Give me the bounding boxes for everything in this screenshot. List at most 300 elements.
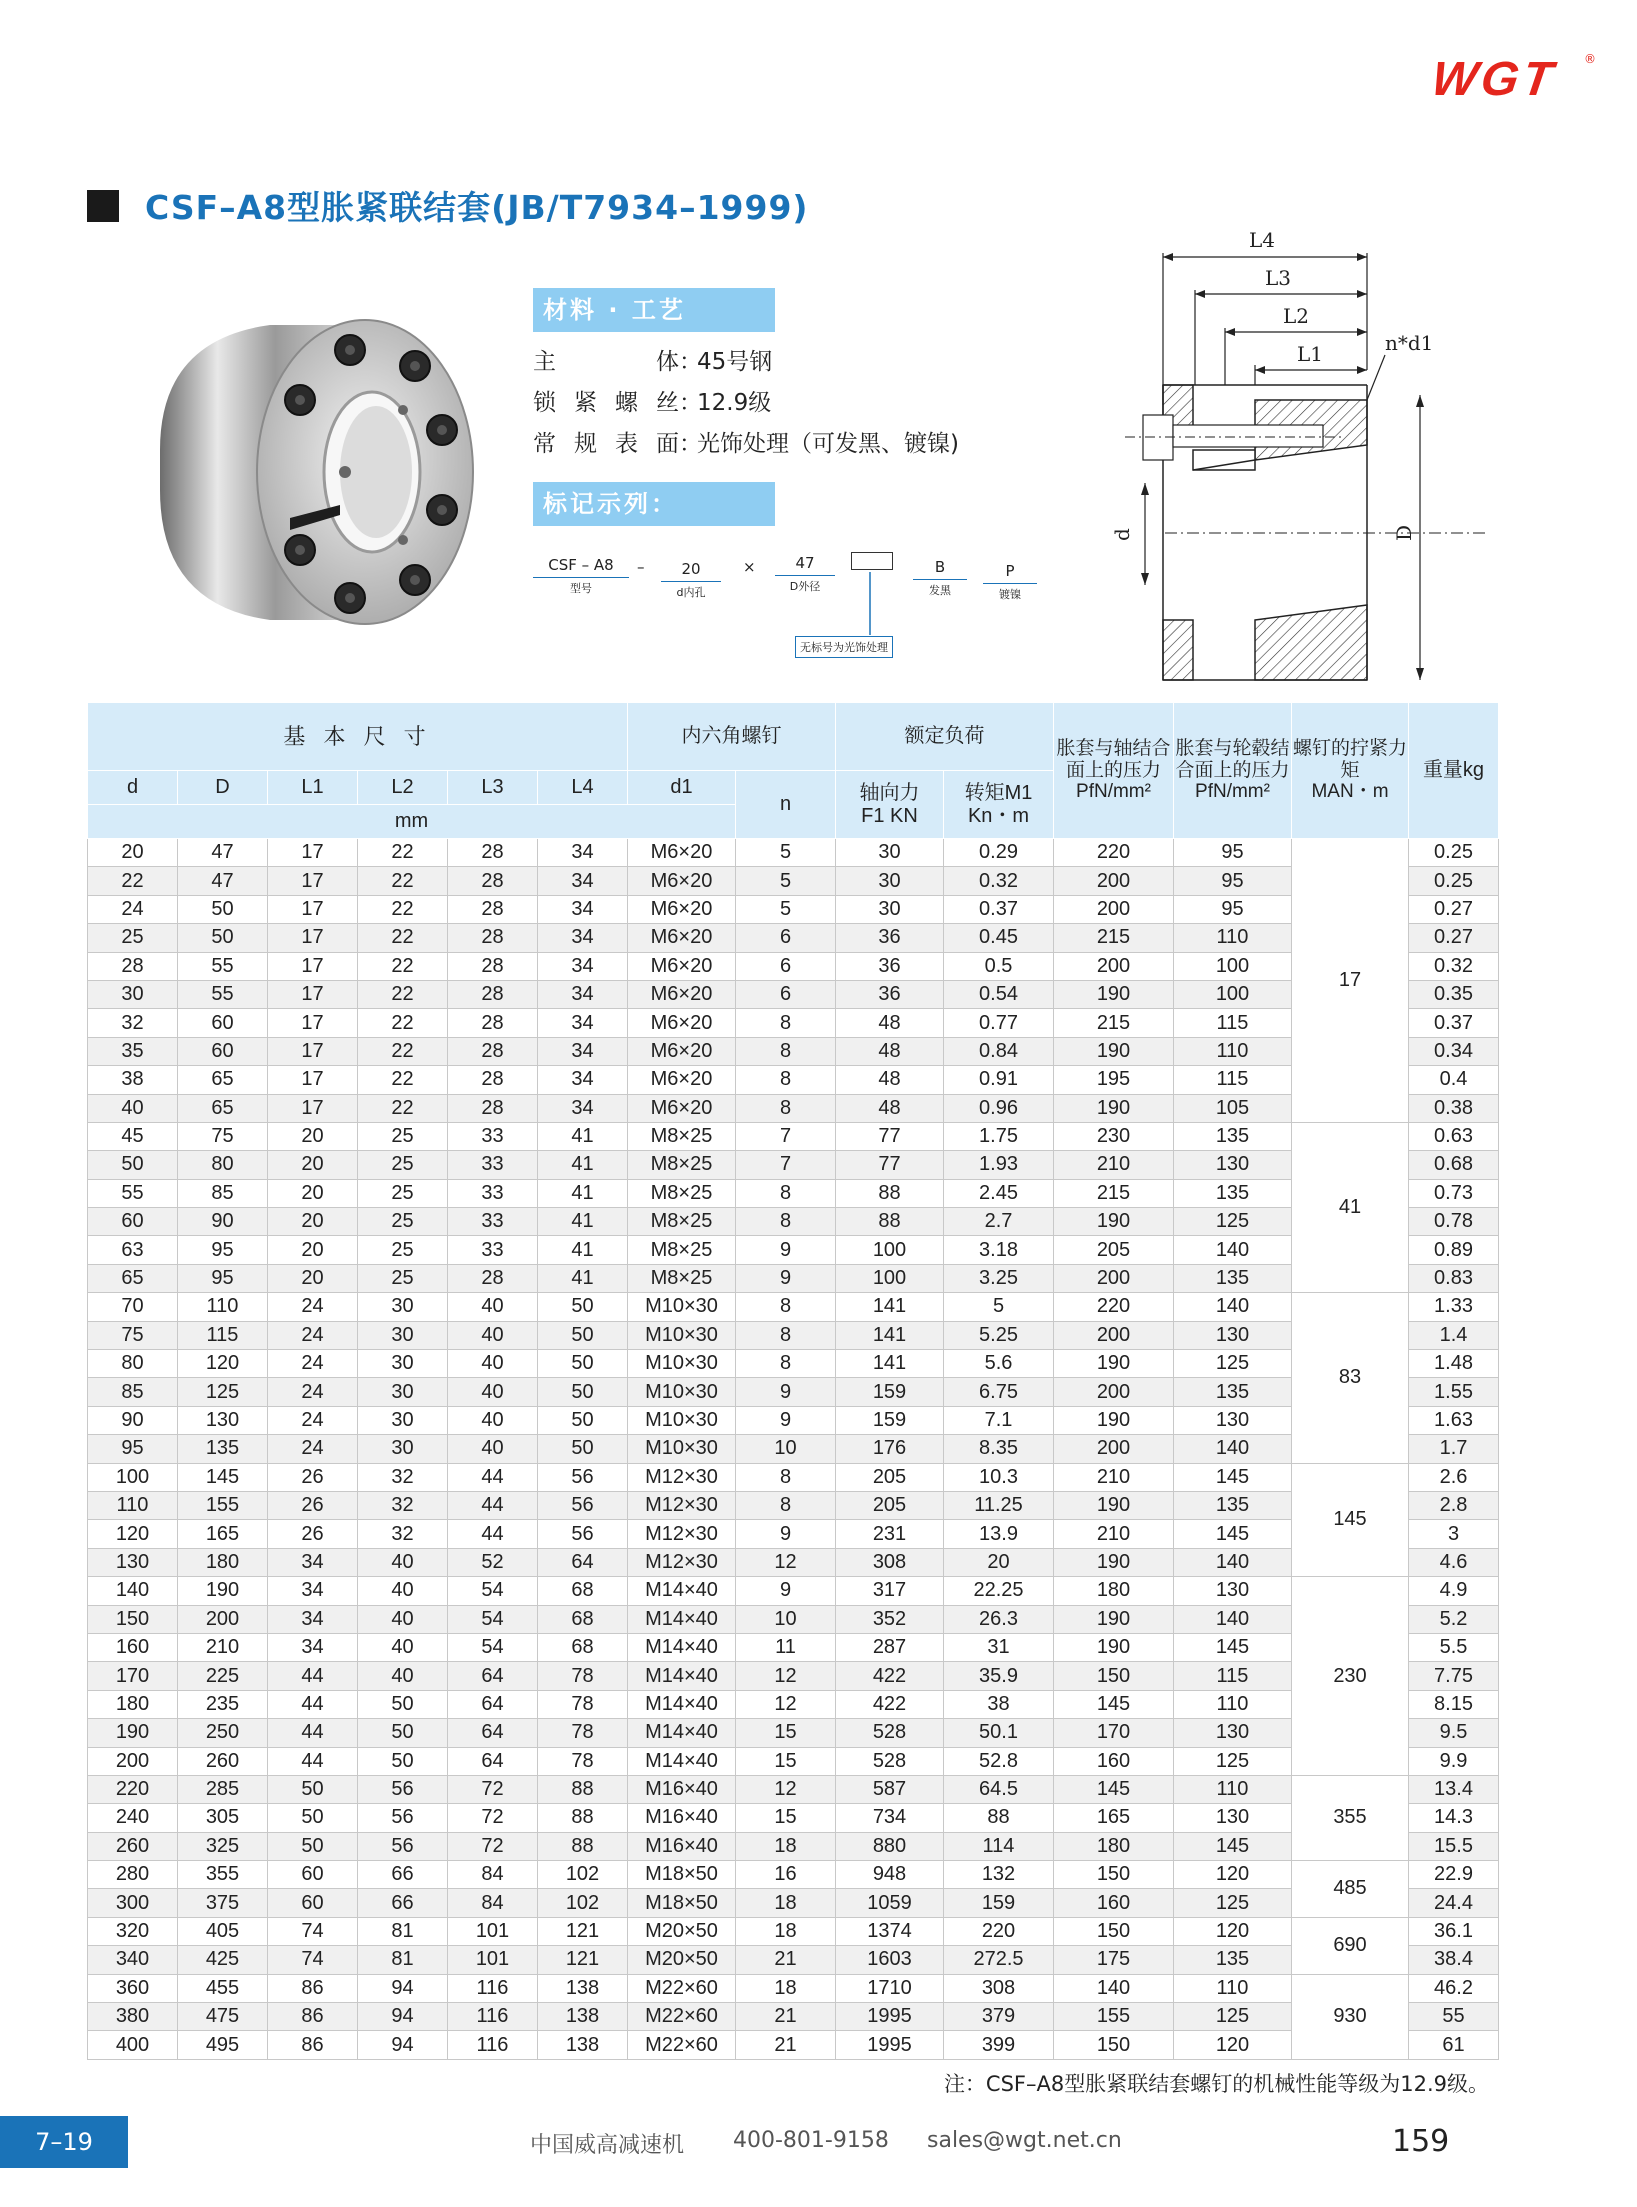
designation-example <box>533 550 1053 660</box>
table-row <box>88 1435 1499 1463</box>
table-cell: 115 <box>1174 1662 1292 1690</box>
table-cell: 115 <box>1174 1066 1292 1094</box>
table-cell: 24 <box>268 1293 358 1321</box>
table-row <box>88 980 1499 1008</box>
torque-value-cell: 355 <box>1292 1775 1409 1860</box>
table-cell: 190 <box>88 1719 178 1747</box>
table-cell: 125 <box>1174 1747 1292 1775</box>
table-cell: 56 <box>358 1832 448 1860</box>
table-cell: 20 <box>268 1122 358 1150</box>
table-cell: 7 <box>736 1151 836 1179</box>
table-cell: M8×25 <box>628 1264 736 1292</box>
table-cell: 65 <box>178 1066 268 1094</box>
table-cell: 32 <box>358 1491 448 1519</box>
table-cell: 41 <box>538 1264 628 1292</box>
table-cell: 180 <box>178 1548 268 1576</box>
table-cell: 25 <box>358 1208 448 1236</box>
table-cell: 22 <box>358 895 448 923</box>
table-cell: 8 <box>736 1321 836 1349</box>
table-cell: 74 <box>268 1917 358 1945</box>
table-cell: 90 <box>88 1406 178 1434</box>
table-cell: 15.5 <box>1409 1832 1499 1860</box>
table-cell: M10×30 <box>628 1293 736 1321</box>
table-cell: 56 <box>538 1491 628 1519</box>
torque-value-cell: 230 <box>1292 1577 1409 1776</box>
table-cell: M16×40 <box>628 1775 736 1803</box>
table-cell: 1995 <box>836 2031 944 2059</box>
table-cell: 17 <box>268 895 358 923</box>
table-row <box>88 1775 1499 1803</box>
table-cell: 30 <box>358 1406 448 1434</box>
table-cell: 135 <box>1174 1491 1292 1519</box>
table-cell: 2.8 <box>1409 1491 1499 1519</box>
table-cell: M6×20 <box>628 1009 736 1037</box>
material-label: 锁紧螺丝 <box>533 390 679 416</box>
table-cell: 125 <box>1174 2003 1292 2031</box>
table-cell: 400 <box>88 2031 178 2059</box>
table-row <box>88 1094 1499 1122</box>
table-cell: M20×50 <box>628 1946 736 1974</box>
table-cell: 50 <box>178 924 268 952</box>
table-cell: 78 <box>538 1662 628 1690</box>
technical-drawing <box>1105 225 1505 695</box>
table-cell: 22 <box>358 980 448 1008</box>
table-cell: 22 <box>358 1009 448 1037</box>
table-cell: 40 <box>88 1094 178 1122</box>
table-cell: 5.6 <box>944 1350 1054 1378</box>
title-square-icon <box>87 190 119 222</box>
table-cell: 180 <box>88 1690 178 1718</box>
table-cell: M14×40 <box>628 1747 736 1775</box>
table-cell: 1.75 <box>944 1122 1054 1150</box>
table-cell: 72 <box>448 1804 538 1832</box>
table-cell: M6×20 <box>628 839 736 867</box>
table-cell: 95 <box>1174 839 1292 867</box>
table-cell: 360 <box>88 1974 178 2002</box>
table-cell: 17 <box>268 1094 358 1122</box>
table-cell: M6×20 <box>628 924 736 952</box>
table-cell: 31 <box>944 1633 1054 1661</box>
table-cell: 1.33 <box>1409 1293 1499 1321</box>
designation-note: 无标号为光饰处理 <box>795 636 893 658</box>
table-cell: 225 <box>178 1662 268 1690</box>
table-cell: 160 <box>1054 1889 1174 1917</box>
table-cell: 95 <box>88 1435 178 1463</box>
table-cell: 60 <box>178 1037 268 1065</box>
table-cell: M14×40 <box>628 1633 736 1661</box>
table-cell: 7 <box>736 1122 836 1150</box>
table-cell: 41 <box>538 1122 628 1150</box>
table-cell: 1.93 <box>944 1151 1054 1179</box>
table-cell: 94 <box>358 2003 448 2031</box>
table-cell: 56 <box>538 1463 628 1491</box>
table-cell: 1603 <box>836 1946 944 1974</box>
table-row <box>88 1861 1499 1889</box>
table-cell: 34 <box>538 1094 628 1122</box>
material-row: 常规表面 ： 光饰处理（可发黑、镀镍) <box>533 424 993 465</box>
table-cell: 55 <box>1409 2003 1499 2031</box>
table-cell: 60 <box>178 1009 268 1037</box>
table-cell: 10 <box>736 1435 836 1463</box>
table-cell: 352 <box>836 1605 944 1633</box>
table-cell: 110 <box>88 1491 178 1519</box>
table-cell: 125 <box>1174 1350 1292 1378</box>
table-row <box>88 1208 1499 1236</box>
table-cell: 3.18 <box>944 1236 1054 1264</box>
material-label: 常规表面 <box>533 431 679 457</box>
table-cell: 1710 <box>836 1974 944 2002</box>
table-cell: 165 <box>178 1520 268 1548</box>
table-cell: 68 <box>538 1577 628 1605</box>
table-cell: 220 <box>88 1775 178 1803</box>
table-cell: 159 <box>944 1889 1054 1917</box>
table-cell: 25 <box>88 924 178 952</box>
table-cell: 115 <box>1174 1009 1292 1037</box>
table-cell: 0.4 <box>1409 1066 1499 1094</box>
table-cell: 3 <box>1409 1520 1499 1548</box>
table-cell: 74 <box>268 1946 358 1974</box>
table-cell: 40 <box>448 1321 538 1349</box>
table-cell: 125 <box>1174 1208 1292 1236</box>
table-cell: 86 <box>268 2003 358 2031</box>
table-cell: 26 <box>268 1463 358 1491</box>
table-cell: 130 <box>1174 1577 1292 1605</box>
table-cell: 17 <box>268 952 358 980</box>
header-basic-dimensions: 基 本 尺 寸 <box>88 703 628 771</box>
table-cell: 78 <box>538 1690 628 1718</box>
table-cell: 17 <box>268 867 358 895</box>
table-cell: 22 <box>358 867 448 895</box>
table-cell: M10×30 <box>628 1406 736 1434</box>
table-cell: 30 <box>836 867 944 895</box>
col-D: D <box>178 771 268 805</box>
table-cell: 0.37 <box>1409 1009 1499 1037</box>
table-cell: 210 <box>1054 1151 1174 1179</box>
table-cell: 6 <box>736 980 836 1008</box>
table-row <box>88 924 1499 952</box>
table-cell: 102 <box>538 1861 628 1889</box>
table-cell: 125 <box>1174 1889 1292 1917</box>
table-cell: 2.7 <box>944 1208 1054 1236</box>
table-cell: 40 <box>448 1406 538 1434</box>
table-cell: 28 <box>448 952 538 980</box>
col-torque: 转矩M1 Kn・m <box>944 771 1054 839</box>
table-cell: 15 <box>736 1804 836 1832</box>
table-cell: 64 <box>448 1662 538 1690</box>
dim-nd1: n*d1 <box>1385 331 1434 355</box>
table-cell: 12 <box>736 1775 836 1803</box>
table-cell: 0.78 <box>1409 1208 1499 1236</box>
table-cell: 140 <box>1174 1435 1292 1463</box>
table-cell: 41 <box>538 1151 628 1179</box>
table-cell: M6×20 <box>628 1037 736 1065</box>
table-cell: 60 <box>88 1208 178 1236</box>
table-cell: 12 <box>736 1548 836 1576</box>
table-cell: 38.4 <box>1409 1946 1499 1974</box>
table-row <box>88 1236 1499 1264</box>
table-cell: 120 <box>1174 1861 1292 1889</box>
dim-d: d <box>1110 528 1134 541</box>
table-cell: 6.75 <box>944 1378 1054 1406</box>
table-cell: 35 <box>88 1037 178 1065</box>
table-cell: 54 <box>448 1605 538 1633</box>
table-cell: 260 <box>178 1747 268 1775</box>
table-cell: 190 <box>1054 980 1174 1008</box>
table-cell: 64 <box>448 1747 538 1775</box>
table-cell: 121 <box>538 1946 628 1974</box>
materials-list <box>533 342 993 465</box>
table-cell: 17 <box>268 1037 358 1065</box>
registered-mark: ® <box>1584 52 1596 66</box>
table-cell: M8×25 <box>628 1122 736 1150</box>
table-cell: 8.35 <box>944 1435 1054 1463</box>
table-cell: 8 <box>736 1293 836 1321</box>
table-row <box>88 1293 1499 1321</box>
table-cell: 0.38 <box>1409 1094 1499 1122</box>
table-cell: 100 <box>1174 952 1292 980</box>
table-cell: M16×40 <box>628 1804 736 1832</box>
page-section-tab: 7–19 <box>0 2116 128 2168</box>
table-cell: 159 <box>836 1406 944 1434</box>
table-cell: 130 <box>1174 1719 1292 1747</box>
table-cell: 0.34 <box>1409 1037 1499 1065</box>
table-cell: 47 <box>178 867 268 895</box>
table-cell: 135 <box>1174 1122 1292 1150</box>
table-cell: 13.9 <box>944 1520 1054 1548</box>
table-cell: 110 <box>1174 1037 1292 1065</box>
table-cell: 140 <box>1174 1236 1292 1264</box>
table-cell: 30 <box>358 1321 448 1349</box>
table-cell: 65 <box>88 1264 178 1292</box>
material-label: 主体 <box>533 349 679 375</box>
table-cell: 200 <box>1054 1378 1174 1406</box>
table-cell: 101 <box>448 1946 538 1974</box>
table-cell: 80 <box>88 1350 178 1378</box>
table-cell: 138 <box>538 1974 628 2002</box>
table-cell: 40 <box>448 1435 538 1463</box>
table-cell: 170 <box>88 1662 178 1690</box>
table-row <box>88 1974 1499 2002</box>
table-cell: 85 <box>178 1179 268 1207</box>
table-cell: 8 <box>736 1066 836 1094</box>
torque-value-cell: 83 <box>1292 1293 1409 1463</box>
table-cell: 88 <box>538 1775 628 1803</box>
table-cell: 78 <box>538 1719 628 1747</box>
dim-l3: L3 <box>1265 266 1292 290</box>
table-cell: 13.4 <box>1409 1775 1499 1803</box>
table-cell: 399 <box>944 2031 1054 2059</box>
table-cell: 5 <box>736 839 836 867</box>
table-cell: 9 <box>736 1577 836 1605</box>
table-cell: 24 <box>268 1378 358 1406</box>
table-cell: 34 <box>268 1633 358 1661</box>
table-cell: 220 <box>944 1917 1054 1945</box>
col-L2: L2 <box>358 771 448 805</box>
table-cell: 0.84 <box>944 1037 1054 1065</box>
table-cell: 5.5 <box>1409 1633 1499 1661</box>
example-header: 标记示列： <box>533 482 775 526</box>
table-cell: 230 <box>1054 1122 1174 1150</box>
table-cell: M6×20 <box>628 980 736 1008</box>
table-cell: 528 <box>836 1719 944 1747</box>
dim-D: D <box>1392 524 1416 541</box>
table-cell: 28 <box>448 980 538 1008</box>
table-cell: 176 <box>836 1435 944 1463</box>
table-cell: 5 <box>736 895 836 923</box>
designation-leader-lines <box>533 550 1053 660</box>
table-cell: 50 <box>538 1435 628 1463</box>
table-cell: 320 <box>88 1917 178 1945</box>
table-cell: 9 <box>736 1520 836 1548</box>
table-cell: 85 <box>88 1378 178 1406</box>
designation-times: × <box>743 558 756 576</box>
table-cell: 24.4 <box>1409 1889 1499 1917</box>
table-cell: 44 <box>268 1719 358 1747</box>
table-cell: 66 <box>358 1889 448 1917</box>
table-row <box>88 1747 1499 1775</box>
table-cell: 36 <box>836 980 944 1008</box>
table-cell: 55 <box>178 952 268 980</box>
table-cell: 32 <box>88 1009 178 1037</box>
table-cell: M14×40 <box>628 1605 736 1633</box>
table-cell: M16×40 <box>628 1832 736 1860</box>
table-row <box>88 1917 1499 1945</box>
table-cell: 285 <box>178 1775 268 1803</box>
table-row <box>88 1350 1499 1378</box>
table-cell: 68 <box>538 1605 628 1633</box>
page-number: 159 <box>1392 2124 1450 2159</box>
table-cell: M8×25 <box>628 1208 736 1236</box>
table-cell: 215 <box>1054 1009 1174 1037</box>
table-cell: M14×40 <box>628 1690 736 1718</box>
table-row <box>88 1548 1499 1576</box>
table-cell: 41 <box>538 1179 628 1207</box>
table-cell: 235 <box>178 1690 268 1718</box>
table-cell: 24 <box>268 1435 358 1463</box>
table-cell: 50 <box>538 1350 628 1378</box>
table-cell: 88 <box>538 1804 628 1832</box>
table-cell: M18×50 <box>628 1889 736 1917</box>
table-cell: 135 <box>1174 1264 1292 1292</box>
table-cell: 175 <box>1054 1946 1174 1974</box>
table-cell: 1374 <box>836 1917 944 1945</box>
table-cell: 7.1 <box>944 1406 1054 1434</box>
materials-block <box>533 288 993 465</box>
table-cell: 4.9 <box>1409 1577 1499 1605</box>
table-cell: 25 <box>358 1151 448 1179</box>
footer-company: 中国威高减速机 <box>530 2133 685 2158</box>
table-cell: 100 <box>1174 980 1292 1008</box>
torque-value-cell: 690 <box>1292 1917 1409 1974</box>
table-cell: 240 <box>88 1804 178 1832</box>
table-cell: 17 <box>268 924 358 952</box>
table-cell: 138 <box>538 2003 628 2031</box>
table-cell: 9 <box>736 1406 836 1434</box>
spec-table-header <box>88 703 1499 839</box>
table-cell: 41 <box>538 1236 628 1264</box>
table-cell: 116 <box>448 2031 538 2059</box>
dim-l1: L1 <box>1297 342 1324 366</box>
table-cell: 110 <box>1174 1974 1292 2002</box>
table-cell: 30 <box>358 1293 448 1321</box>
table-cell: 18 <box>736 1889 836 1917</box>
table-cell: 50 <box>88 1151 178 1179</box>
table-cell: 40 <box>358 1577 448 1605</box>
table-cell: 190 <box>1054 1633 1174 1661</box>
table-cell: M8×25 <box>628 1236 736 1264</box>
material-value: 光饰处理（可发黑、镀镍) <box>697 431 959 457</box>
materials-header: 材料 · 工艺 <box>533 288 775 332</box>
table-cell: 138 <box>538 2031 628 2059</box>
table-cell: 355 <box>178 1861 268 1889</box>
table-cell: 308 <box>944 1974 1054 2002</box>
table-cell: M14×40 <box>628 1719 736 1747</box>
table-row <box>88 1690 1499 1718</box>
table-cell: 140 <box>1174 1293 1292 1321</box>
table-cell: 1995 <box>836 2003 944 2031</box>
table-cell: 17 <box>268 1009 358 1037</box>
header-weight: 重量kg <box>1409 703 1499 839</box>
table-cell: 4.6 <box>1409 1548 1499 1576</box>
table-cell: 22 <box>358 1066 448 1094</box>
table-cell: 155 <box>178 1491 268 1519</box>
table-row <box>88 1378 1499 1406</box>
table-row <box>88 1577 1499 1605</box>
table-cell: 60 <box>268 1889 358 1917</box>
table-cell: 135 <box>178 1435 268 1463</box>
table-cell: 75 <box>88 1321 178 1349</box>
table-cell: 33 <box>448 1122 538 1150</box>
table-cell: 22 <box>358 924 448 952</box>
table-cell: 34 <box>538 1037 628 1065</box>
table-cell: 180 <box>1054 1577 1174 1605</box>
torque-value-cell: 41 <box>1292 1122 1409 1292</box>
table-cell: 11 <box>736 1633 836 1661</box>
material-row: 锁紧螺丝 ： 12.9级 <box>533 383 993 424</box>
table-row <box>88 2031 1499 2059</box>
table-cell: 26 <box>268 1491 358 1519</box>
table-cell: 8 <box>736 1179 836 1207</box>
table-cell: 200 <box>1054 1321 1174 1349</box>
table-cell: 8 <box>736 1037 836 1065</box>
col-L4: L4 <box>538 771 628 805</box>
table-cell: 0.25 <box>1409 839 1499 867</box>
table-cell: 9 <box>736 1264 836 1292</box>
table-cell: 145 <box>1174 1463 1292 1491</box>
table-row <box>88 1066 1499 1094</box>
table-cell: 8 <box>736 1463 836 1491</box>
table-cell: 46.2 <box>1409 1974 1499 2002</box>
table-cell: M10×30 <box>628 1378 736 1406</box>
table-cell: 260 <box>88 1832 178 1860</box>
table-cell: 150 <box>1054 1662 1174 1690</box>
table-cell: 54 <box>448 1577 538 1605</box>
table-cell: 32 <box>358 1463 448 1491</box>
col-unit-mm: mm <box>88 805 736 839</box>
table-cell: 50.1 <box>944 1719 1054 1747</box>
table-cell: 54 <box>448 1633 538 1661</box>
table-cell: 40 <box>358 1662 448 1690</box>
table-cell: 64 <box>538 1548 628 1576</box>
table-cell: 160 <box>1054 1747 1174 1775</box>
table-cell: 50 <box>268 1832 358 1860</box>
table-cell: 340 <box>88 1946 178 1974</box>
col-axial-force: 轴向力 F1 KN <box>836 771 944 839</box>
table-cell: 48 <box>836 1009 944 1037</box>
table-cell: 36.1 <box>1409 1917 1499 1945</box>
table-cell: 587 <box>836 1775 944 1803</box>
table-cell: 33 <box>448 1151 538 1179</box>
